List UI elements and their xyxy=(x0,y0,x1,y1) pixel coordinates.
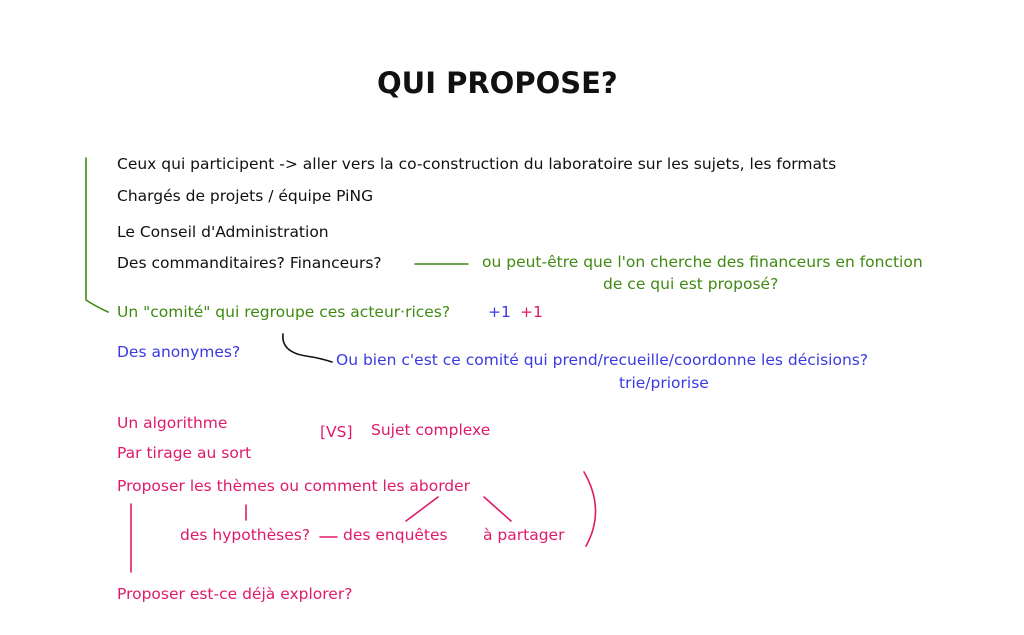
item-charges-de-projets: Chargés de projets / équipe PiNG xyxy=(117,187,374,205)
pink-right-bracket xyxy=(584,472,596,546)
item-hypotheses: des hypothèses? xyxy=(180,526,311,544)
page-title: QUI PROPOSE? xyxy=(377,66,618,100)
item-proposer-themes: Proposer les thèmes ou comment les aborder xyxy=(117,477,471,495)
item-proposer-explorer: Proposer est-ce déjà explorer? xyxy=(117,585,353,603)
item-tirage-au-sort: Par tirage au sort xyxy=(117,444,252,462)
item-participants: Ceux qui participent -> aller vers la co-construction du laboratoire sur les sujets, les formats xyxy=(117,155,837,173)
item-partager: à partager xyxy=(483,526,565,544)
black-curve-connector xyxy=(283,334,332,362)
vote-plus-one-pink: +1 xyxy=(520,303,543,321)
note-comite-line1: Ou bien c'est ce comité qui prend/recueille/coordonne les décisions? xyxy=(336,351,869,369)
pink-diagonal-partager xyxy=(484,497,511,521)
item-anonymes: Des anonymes? xyxy=(117,343,241,361)
vote-plus-one-blue: +1 xyxy=(488,303,511,321)
note-financeurs-line1: ou peut-être que l'on cherche des financeurs en fonction xyxy=(482,253,923,271)
label-vs: [VS] xyxy=(320,423,353,441)
item-enquetes: des enquêtes xyxy=(343,526,448,544)
label-sujet-complexe: Sujet complexe xyxy=(371,421,491,439)
item-conseil-administration: Le Conseil d'Administration xyxy=(117,223,329,241)
item-commanditaires: Des commanditaires? Financeurs? xyxy=(117,254,382,272)
note-comite-line2: trie/priorise xyxy=(619,374,709,392)
item-comite: Un "comité" qui regroupe ces acteur·rices? xyxy=(117,303,451,321)
pink-diagonal-enquetes xyxy=(406,497,438,521)
green-bracket-line xyxy=(86,158,108,312)
note-financeurs-line2: de ce qui est proposé? xyxy=(603,275,779,293)
item-algorithme: Un algorithme xyxy=(117,414,228,432)
